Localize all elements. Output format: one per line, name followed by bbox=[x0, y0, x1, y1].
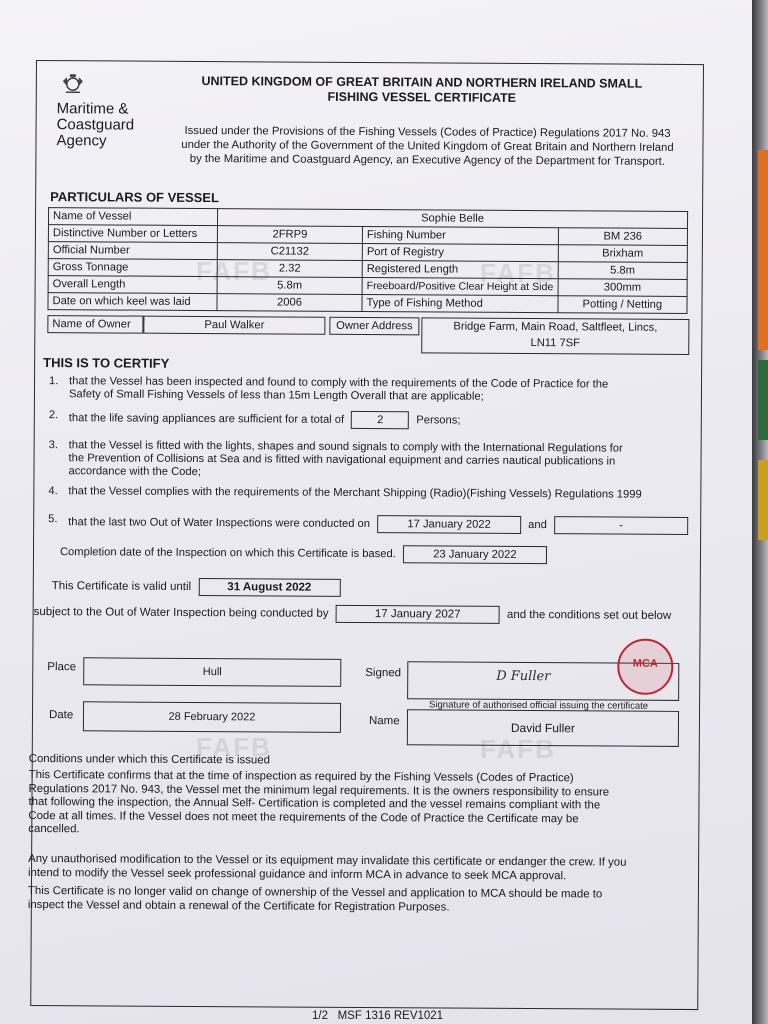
completion-date: 23 January 2022 bbox=[403, 545, 547, 564]
certificate-title: UNITED KINGDOM OF GREAT BRITAIN AND NORTHERN IRELAND SMALL FISHING VESSEL CERTIFICATE bbox=[201, 74, 643, 105]
royal-crest-icon bbox=[61, 73, 85, 95]
completion-row: Completion date of the Inspection on which this Certificate is based. 23 January 2022 bbox=[60, 543, 680, 565]
port-value: Brixham bbox=[558, 245, 687, 263]
persons-value: 2 bbox=[351, 411, 409, 429]
official-number-value: C21132 bbox=[217, 243, 362, 261]
fishing-method-label: Type of Fishing Method bbox=[362, 294, 558, 312]
binder-edge bbox=[752, 0, 768, 1024]
fishing-number-value: BM 236 bbox=[558, 228, 687, 246]
watermark: FAFB bbox=[480, 258, 556, 288]
tonnage-label: Gross Tonnage bbox=[48, 259, 217, 277]
certify-heading: THIS IS TO CERTIFY bbox=[43, 355, 170, 371]
owner-address-value: Bridge Farm, Main Road, Saltfleet, Lincs, LN11 7SF bbox=[421, 317, 689, 355]
next-inspection-date: 17 January 2027 bbox=[336, 605, 500, 624]
page-footer: 1/2 MSF 1316 REV1021 bbox=[312, 1010, 444, 1022]
fishing-method-value: Potting / Netting bbox=[558, 296, 687, 314]
registered-length-label: Registered Length bbox=[362, 260, 558, 278]
inspection-date-2: - bbox=[554, 516, 688, 535]
signed-label: Signed bbox=[365, 667, 402, 680]
certify-item-5: 5. that the last two Out of Water Inspections were conducted on 17 January 2022 and - bbox=[48, 513, 708, 535]
inspection-date-1: 17 January 2022 bbox=[377, 515, 521, 534]
overall-length-value: 5.8m bbox=[217, 277, 362, 295]
fishing-number-label: Fishing Number bbox=[362, 226, 558, 244]
freeboard-label: Freeboard/Positive Clear Height at Side bbox=[362, 277, 558, 295]
signature-caption: Signature of authorised official issuing the certificate bbox=[429, 699, 649, 712]
certify-item-3: 3. that the Vessel is fitted with the lights, shapes and sound signals to comply with the International Regulations for the Prevention of Collisions at Sea and is fitted with navigational equipment and carries nautical publications in accordance with the Code; bbox=[48, 439, 623, 479]
valid-until-date: 31 August 2022 bbox=[198, 578, 340, 597]
conditions-paragraph-1: This Certificate confirms that at the time of inspection as required by the Fishing Vessels (Codes of Practice) Regulations 2017 No. 943, the Vessel met the minimum legal requirements. It is the owners responsibility to ensure that following the inspection, the Annual Self- Certification is completed and the vessel remains compliant with the Code at all times. If the Vessel does not meet the requirements of the Code of Practice the Certificate may be cancelled. bbox=[28, 768, 610, 836]
keel-label: Date on which keel was laid bbox=[48, 293, 217, 311]
particulars-table bbox=[47, 207, 688, 314]
particulars-heading: PARTICULARS OF VESSEL bbox=[50, 189, 219, 206]
agency-name: Maritime & Coastguard Agency bbox=[56, 100, 135, 150]
tonnage-value: 2.32 bbox=[217, 260, 362, 278]
freeboard-value: 300mm bbox=[558, 279, 687, 297]
name-label: Name of Vessel bbox=[48, 208, 217, 226]
date-label: Date bbox=[48, 709, 74, 722]
registered-length-value: 5.8m bbox=[558, 262, 687, 280]
watermark: FAFB bbox=[196, 256, 272, 286]
vessel-name-value: Sophie Belle bbox=[217, 209, 687, 229]
watermark: FAFB bbox=[196, 732, 272, 762]
distinctive-label: Distinctive Number or Letters bbox=[48, 225, 217, 243]
signature: D Fuller bbox=[496, 668, 551, 685]
conditions-paragraph-3: This Certificate is no longer valid on change of ownership of the Vessel and application to MCA should be made to inspect the Vessel and obtain a renewal of the Certificate for Registration Purposes. bbox=[27, 884, 603, 914]
certify-item-1: 1. that the Vessel has been inspected and found to comply with the requirements of the Code of Practice for the Safety of Small Fishing Vessels of less than 15m Length Overall that are applicable; bbox=[49, 375, 609, 403]
distinctive-value: 2FRP9 bbox=[217, 226, 362, 244]
owner-value: Paul Walker bbox=[143, 316, 325, 335]
date-value: 28 February 2022 bbox=[83, 701, 341, 733]
keel-value: 2006 bbox=[217, 294, 362, 312]
place-value: Hull bbox=[83, 657, 341, 687]
validity-row: This Certificate is valid until 31 August 2022 bbox=[52, 577, 345, 597]
certificate-frame bbox=[27, 60, 704, 1010]
issuing-authority: Issued under the Provisions of the Fishing Vessels (Codes of Practice) Regulations 2017 No. 943 under the Authority of the Government of the United Kingdom of Great Britain and Northern Ireland by the Maritime and Coastguard Agency, an Executive Agency of the Department for Transport. bbox=[181, 124, 674, 168]
subject-row: subject to the Out of Water Inspection being conducted by 17 January 2027 and the conditions set out below bbox=[33, 606, 672, 622]
conditions-heading: Conditions under which this Certificate is issued bbox=[28, 752, 270, 767]
port-label: Port of Registry bbox=[362, 243, 558, 261]
certify-item-4: 4. that the Vessel complies with the requirements of the Merchant Shipping (Radio)(Fishing Vessels) Regulations 1999 bbox=[48, 485, 642, 501]
owner-label: Name of Owner bbox=[47, 315, 143, 334]
official-number-label: Official Number bbox=[48, 242, 217, 260]
owner-row bbox=[47, 315, 687, 355]
mca-stamp: MCA bbox=[617, 639, 673, 695]
conditions-paragraph-2: Any unauthorised modification to the Vessel or its equipment may invalidate this certificate or endanger the crew. If you intend to modify the Vessel seek professional guidance and inform MCA in advance to seek MCA approval. bbox=[28, 852, 627, 882]
name-label: Name bbox=[368, 715, 400, 728]
watermark: FAFB bbox=[480, 734, 556, 764]
place-label: Place bbox=[47, 661, 77, 674]
overall-length-label: Overall Length bbox=[48, 276, 217, 294]
certify-item-2: 2. that the life saving appliances are sufficient for a total of 2 Persons; bbox=[49, 409, 679, 431]
owner-address-label: Owner Address bbox=[329, 317, 419, 336]
name-value: David Fuller bbox=[407, 709, 679, 747]
